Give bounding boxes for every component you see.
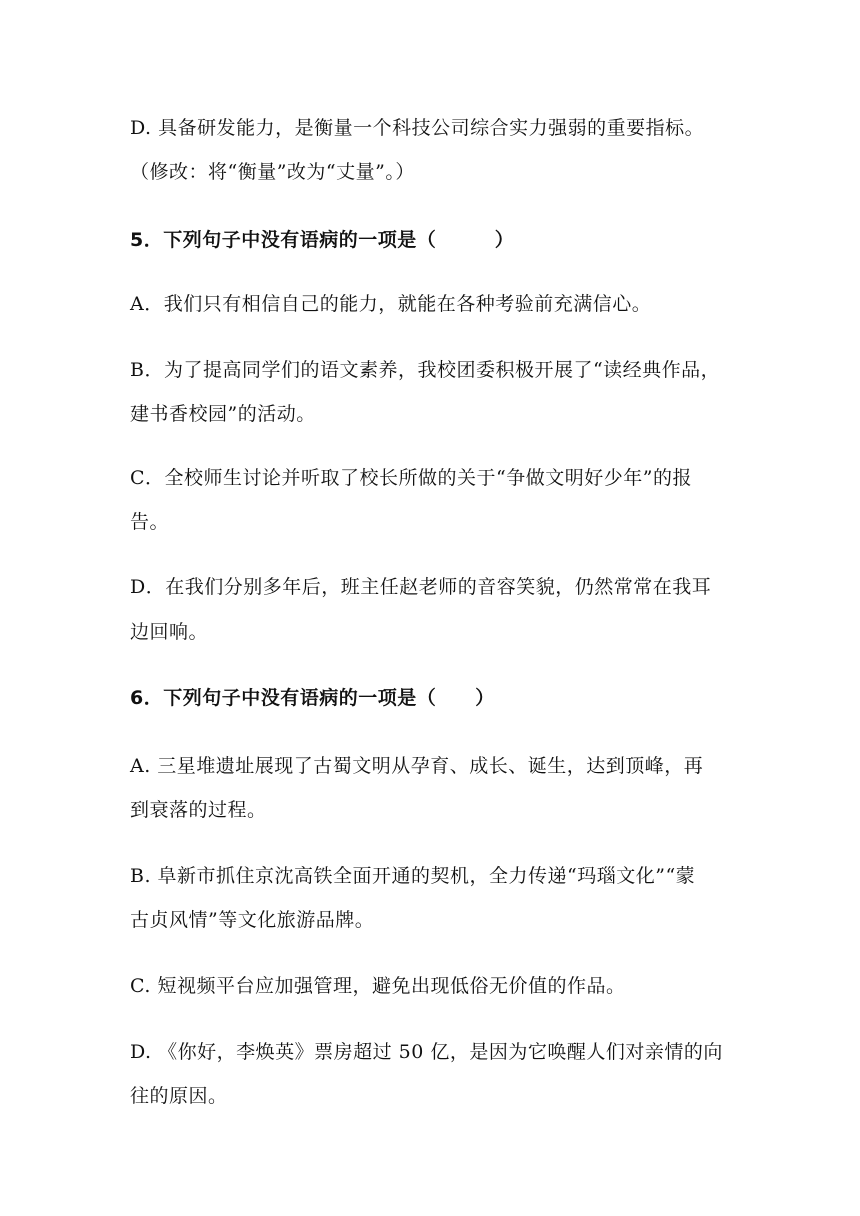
q6-option-a-line1: A. 三星堆遗址展现了古蜀文明从孕育、成长、诞生，达到顶峰，再 [130,755,704,777]
q6-stem: 6．下列句子中没有语病的一项是（ ） [130,687,495,709]
q5-option-b-line1: B．为了提高同学们的语文素养，我校团委积极开展了“读经典作品， [130,359,721,381]
q5-option-b-line2: 建书香校园”的活动。 [130,403,316,425]
q5-option-c-line2: 告。 [130,511,170,533]
q6-option-d-line2: 往的原因。 [130,1085,228,1107]
q5-option-c-line1: C．全校师生讨论并听取了校长所做的关于“争做文明好少年”的报 [130,467,692,489]
q4-option-d-line1: D. 具备研发能力，是衡量一个科技公司综合实力强弱的重要指标。 [130,117,705,139]
q6-option-d-line1: D. 《你好，李焕英》票房超过 50 亿，是因为它唤醒人们对亲情的向 [130,1041,723,1063]
q6-option-b-line2: 古贞风情”等文化旅游品牌。 [130,909,375,931]
q6-option-a-line2: 到衰落的过程。 [130,799,267,821]
q5-option-d-line2: 边回响。 [130,621,209,643]
q5-option-d-line1: D．在我们分别多年后，班主任赵老师的音容笑貌，仍然常常在我耳 [130,576,712,598]
q5-option-a: A．我们只有相信自己的能力，就能在各种考验前充满信心。 [130,293,652,315]
q5-stem: 5．下列句子中没有语病的一项是（ ） [130,229,515,251]
q4-option-d-line2: （修改：将“衡量”改为“丈量”。） [130,161,415,183]
q6-option-c: C. 短视频平台应加强管理，避免出现低俗无价值的作品。 [130,975,626,997]
q6-option-b-line1: B. 阜新市抓住京沈高铁全面开通的契机，全力传递“玛瑙文化”“蒙 [130,865,696,887]
